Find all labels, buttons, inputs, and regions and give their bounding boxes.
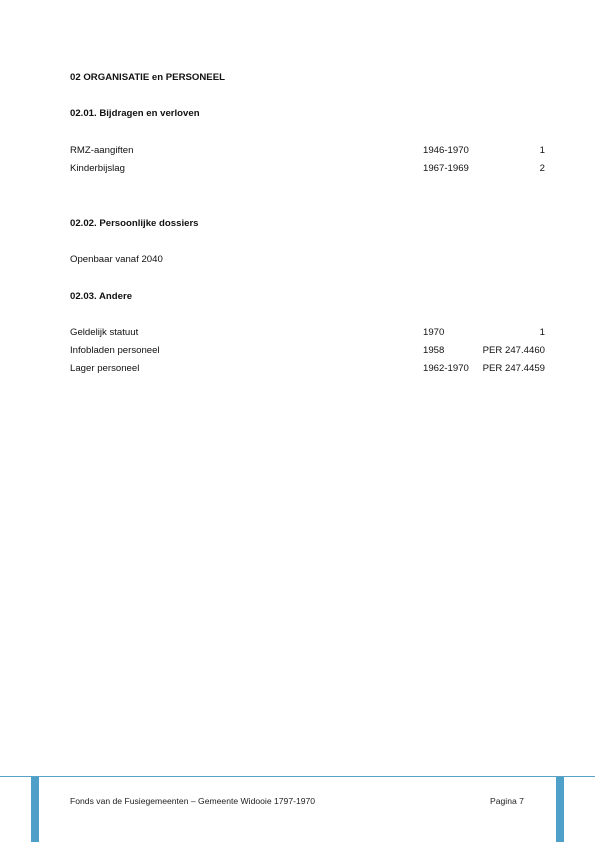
- row-ref: 1: [539, 145, 545, 156]
- row-years: 1962-1970: [423, 363, 469, 374]
- row-years: 1958: [423, 345, 445, 356]
- page-number: Pagina 7: [490, 796, 524, 806]
- footer-accent-bar-left: [31, 777, 39, 842]
- row-ref: PER 247.4460: [482, 345, 545, 356]
- subsection-note: Openbaar vanaf 2040: [70, 254, 163, 265]
- subsection-heading-dossiers: 02.02. Persoonlijke dossiers: [70, 218, 199, 229]
- row-years: 1970: [423, 327, 445, 338]
- footer-title: Fonds van de Fusiegemeenten – Gemeente Widooie 1797-1970: [70, 796, 316, 806]
- row-label: Lager personeel: [70, 363, 140, 374]
- footer-divider: [0, 776, 595, 777]
- row-years: 1946-1970: [423, 145, 469, 156]
- row-label: Infobladen personeel: [70, 345, 160, 356]
- row-label: RMZ-aangiften: [70, 145, 134, 156]
- section-title: 02 ORGANISATIE en PERSONEEL: [70, 72, 225, 83]
- subsection-heading-andere: 02.03. Andere: [70, 291, 133, 302]
- row-ref: PER 247.4459: [482, 363, 545, 374]
- row-label: Kinderbijslag: [70, 163, 125, 174]
- footer-accent-bar-right: [556, 777, 564, 842]
- row-years: 1967-1969: [423, 163, 469, 174]
- row-ref: 1: [539, 327, 545, 338]
- row-label: Geldelijk statuut: [70, 327, 139, 338]
- subsection-heading-bijdragen: 02.01. Bijdragen en verloven: [70, 108, 200, 119]
- row-ref: 2: [539, 163, 545, 174]
